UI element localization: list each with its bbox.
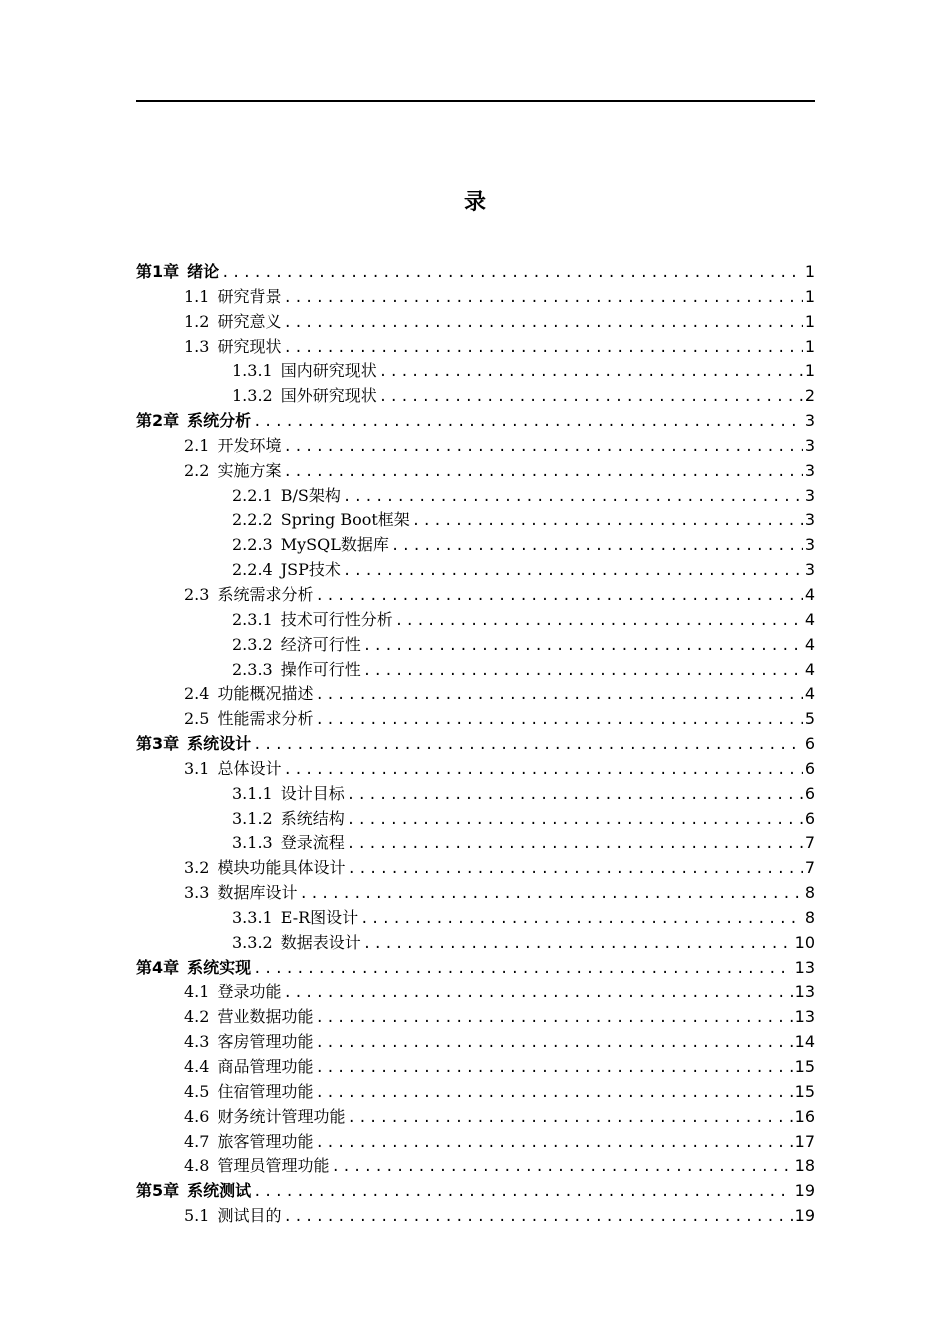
toc-page-number: 19 (794, 1206, 815, 1226)
toc-section-entry[interactable] (136, 1055, 815, 1080)
toc-entry-number: 2.1 (184, 435, 210, 455)
toc-page-number: 6 (804, 808, 815, 828)
toc-section-entry[interactable] (136, 335, 815, 360)
toc-section-entry[interactable] (136, 310, 815, 335)
toc-section-entry[interactable] (136, 1204, 815, 1229)
toc-page-number: 3 (804, 460, 815, 480)
toc-entry-label: 数据表设计 (280, 932, 361, 952)
toc-dot-leader (253, 410, 803, 435)
toc-page-number: 15 (794, 1057, 815, 1076)
toc-page-number: 4 (804, 659, 815, 679)
toc-dot-leader (283, 460, 802, 485)
toc-entry-number: 2.2 (184, 460, 210, 480)
toc-entry-number: 1.3 (184, 336, 210, 356)
toc-entry-number: 2.3 (184, 584, 210, 604)
toc-subsection-entry[interactable] (136, 906, 815, 931)
toc-subsection-entry[interactable] (136, 608, 815, 633)
toc-section-entry[interactable] (136, 1030, 815, 1055)
toc-entry-number: 5.1 (184, 1206, 210, 1226)
toc-page-number: 18 (794, 1156, 815, 1176)
toc-entry-number: 4.6 (184, 1106, 210, 1126)
toc-page-number: 6 (804, 783, 815, 803)
toc-entry-label: E-R图设计 (280, 907, 359, 927)
toc-entry-label: 商品管理功能 (217, 1057, 314, 1076)
toc-page-number: 1 (804, 361, 815, 381)
toc-page-number: 10 (794, 932, 815, 952)
toc-page-number: 4 (804, 634, 815, 654)
toc-entry-label: 财务统计管理功能 (217, 1106, 346, 1126)
toc-entry-label: 国内研究现状 (280, 361, 377, 381)
toc-entry-number: 第2章 (136, 411, 180, 431)
toc-entry-number: 4.3 (184, 1032, 210, 1052)
toc-section-entry[interactable] (136, 459, 815, 484)
toc-entry-label: 研究现状 (217, 336, 282, 356)
toc-dot-leader (343, 559, 803, 584)
toc-entry-label: 数据库设计 (217, 883, 298, 903)
toc-subsection-entry[interactable] (136, 782, 815, 807)
toc-entry-number: 2.3.3 (232, 659, 273, 679)
toc-section-entry[interactable] (136, 856, 815, 881)
toc-entry-label: 系统实现 (187, 957, 252, 977)
toc-section-entry[interactable] (136, 583, 815, 608)
header-rule (136, 100, 815, 102)
toc-entry-number: 1.3.2 (232, 386, 273, 406)
toc-entry-number: 3.1.1 (232, 783, 273, 803)
toc-page-number: 1 (804, 286, 815, 306)
toc-page-number: 7 (804, 858, 815, 878)
toc-entry-number: 3.3.1 (232, 907, 273, 927)
toc-page-number: 17 (794, 1131, 815, 1151)
toc-page-number: 13 (794, 957, 815, 977)
toc-dot-leader (379, 385, 803, 410)
toc-entry-number: 4.7 (184, 1131, 210, 1151)
toc-entry-number: 3.3.2 (232, 932, 273, 952)
toc-dot-leader (221, 261, 803, 286)
toc-entry-label: 总体设计 (217, 758, 282, 778)
toc-entry-number: 4.1 (184, 982, 210, 1002)
toc-page-number: 3 (804, 510, 815, 530)
toc-entry-label: 操作可行性 (280, 659, 361, 679)
toc-page-number: 7 (804, 833, 815, 853)
toc-dot-leader (283, 1205, 792, 1230)
toc-entry-number: 2.3.1 (232, 609, 273, 629)
toc-page-number: 4 (804, 584, 815, 604)
toc-entry-number: 3.2 (184, 858, 210, 878)
toc-dot-leader (347, 832, 803, 857)
toc-entry-label: 管理员管理功能 (217, 1156, 330, 1176)
toc-entry-label: 系统需求分析 (217, 584, 314, 604)
toc-page-number: 14 (794, 1032, 815, 1052)
toc-entry-number: 1.2 (184, 311, 210, 331)
toc-page-number: 16 (794, 1106, 815, 1126)
toc-entry-label: 绪论 (187, 262, 220, 281)
toc-entry-number: 3.1.3 (232, 833, 273, 853)
toc-subsection-entry[interactable] (136, 658, 815, 683)
toc-page-number: 2 (804, 386, 815, 406)
toc-entry-number: 3.3 (184, 883, 210, 903)
toc-dot-leader (315, 584, 802, 609)
toc-section-entry[interactable] (136, 1080, 815, 1105)
toc-dot-leader (363, 932, 793, 957)
toc-dot-leader (315, 683, 802, 708)
toc-section-entry[interactable] (136, 1130, 815, 1155)
toc-entry-number: 2.2.4 (232, 560, 273, 580)
toc-entry-label: 功能概况描述 (217, 684, 314, 704)
toc-chapter-entry[interactable] (136, 1179, 815, 1204)
toc-section-entry[interactable] (136, 707, 815, 732)
toc-dot-leader (253, 957, 792, 982)
toc-dot-leader (343, 485, 803, 510)
toc-entry-number: 4.2 (184, 1007, 210, 1027)
toc-section-entry[interactable] (136, 980, 815, 1005)
toc-dot-leader (360, 907, 803, 932)
toc-list (136, 260, 815, 1229)
toc-dot-leader (363, 634, 803, 659)
toc-dot-leader (379, 360, 803, 385)
toc-page-number: 19 (794, 1181, 815, 1201)
toc-subsection-entry[interactable] (136, 558, 815, 583)
toc-entry-number: 第4章 (136, 957, 180, 977)
toc-dot-leader (253, 733, 803, 758)
toc-subsection-entry[interactable] (136, 359, 815, 384)
toc-dot-leader (391, 534, 803, 559)
toc-entry-label: 系统设计 (187, 734, 252, 754)
toc-dot-leader (363, 659, 803, 684)
toc-entry-label: 住宿管理功能 (217, 1081, 314, 1101)
toc-entry-number: 2.4 (184, 684, 210, 704)
toc-entry-number: 3.1.2 (232, 808, 273, 828)
toc-page-number: 8 (804, 907, 815, 927)
toc-entry-label: 研究背景 (217, 286, 282, 306)
toc-section-entry[interactable] (136, 682, 815, 707)
toc-entry-label: 技术可行性分析 (280, 609, 393, 629)
toc-page-number: 3 (804, 485, 815, 505)
toc-entry-label: 旅客管理功能 (217, 1131, 314, 1151)
toc-dot-leader (315, 1031, 792, 1056)
toc-dot-leader (331, 1155, 792, 1180)
toc-page-number: 13 (794, 1007, 815, 1027)
toc-dot-leader (315, 1081, 792, 1106)
toc-entry-label: 登录功能 (217, 982, 282, 1002)
toc-dot-leader (299, 882, 802, 907)
toc-entry-label: 营业数据功能 (217, 1007, 314, 1027)
toc-chapter-entry[interactable] (136, 260, 815, 285)
toc-page-number: 1 (804, 311, 815, 331)
toc-subsection-entry[interactable] (136, 508, 815, 533)
toc-title: 录 (463, 190, 486, 215)
toc-dot-leader (283, 336, 802, 361)
toc-entry-label: Spring Boot框架 (280, 510, 410, 530)
toc-chapter-entry[interactable] (136, 732, 815, 757)
toc-section-entry[interactable] (136, 881, 815, 906)
toc-entry-label: 系统分析 (187, 411, 252, 431)
toc-entry-label: 性能需求分析 (217, 709, 314, 729)
toc-entry-number: 2.5 (184, 709, 210, 729)
toc-section-entry[interactable] (136, 285, 815, 310)
toc-section-entry[interactable] (136, 1005, 815, 1030)
toc-subsection-entry[interactable] (136, 533, 815, 558)
toc-entry-label: 测试目的 (217, 1206, 282, 1226)
toc-dot-leader (283, 758, 802, 783)
toc-entry-label: 国外研究现状 (280, 386, 377, 406)
toc-entry-number: 第1章 (136, 262, 180, 281)
toc-page-number: 6 (804, 758, 815, 778)
toc-entry-label: 模块功能具体设计 (217, 858, 346, 878)
toc-entry-number: 2.2.1 (232, 485, 273, 505)
toc-page-number: 13 (794, 982, 815, 1002)
toc-dot-leader (347, 1106, 792, 1131)
toc-dot-leader (253, 1180, 792, 1205)
toc-dot-leader (412, 509, 803, 534)
toc-entry-number: 1.3.1 (232, 361, 273, 381)
toc-page-number: 1 (804, 336, 815, 356)
toc-section-entry[interactable] (136, 434, 815, 459)
toc-page-number: 3 (804, 560, 815, 580)
toc-section-entry[interactable] (136, 1105, 815, 1130)
toc-entry-label: 客房管理功能 (217, 1032, 314, 1052)
toc-page-number: 1 (804, 262, 815, 281)
toc-subsection-entry[interactable] (136, 633, 815, 658)
toc-section-entry[interactable] (136, 1154, 815, 1179)
toc-entry-number: 4.4 (184, 1057, 210, 1076)
toc-entry-label: 设计目标 (280, 783, 345, 803)
toc-page-number: 15 (794, 1081, 815, 1101)
toc-entry-label: B/S架构 (280, 485, 341, 505)
toc-subsection-entry[interactable] (136, 384, 815, 409)
toc-entry-number: 4.8 (184, 1156, 210, 1176)
toc-subsection-entry[interactable] (136, 831, 815, 856)
toc-page-number: 3 (804, 435, 815, 455)
toc-dot-leader (283, 286, 802, 311)
toc-entry-number: 2.2.2 (232, 510, 273, 530)
toc-page-number: 6 (804, 734, 815, 754)
toc-page-number: 4 (804, 609, 815, 629)
toc-entry-label: 系统结构 (280, 808, 345, 828)
toc-subsection-entry[interactable] (136, 484, 815, 509)
toc-entry-label: 登录流程 (280, 833, 345, 853)
toc-entry-label: MySQL数据库 (280, 535, 389, 555)
toc-page-number: 4 (804, 684, 815, 704)
toc-dot-leader (395, 609, 803, 634)
toc-entry-number: 3.1 (184, 758, 210, 778)
toc-entry-number: 2.3.2 (232, 634, 273, 654)
toc-dot-leader (283, 981, 792, 1006)
toc-entry-number: 4.5 (184, 1081, 210, 1101)
toc-chapter-entry[interactable] (136, 409, 815, 434)
toc-dot-leader (283, 435, 802, 460)
toc-entry-label: 研究意义 (217, 311, 282, 331)
toc-entry-number: 1.1 (184, 286, 210, 306)
toc-page-number: 3 (804, 535, 815, 555)
toc-dot-leader (347, 857, 802, 882)
toc-entry-label: 经济可行性 (280, 634, 361, 654)
toc-entry-label: 开发环境 (217, 435, 282, 455)
toc-chapter-entry[interactable] (136, 956, 815, 981)
toc-entry-label: 系统测试 (187, 1181, 252, 1201)
toc-dot-leader (283, 311, 802, 336)
toc-page-number: 5 (804, 709, 815, 729)
toc-entry-number: 第3章 (136, 734, 180, 754)
toc-page-number: 8 (804, 883, 815, 903)
toc-dot-leader (315, 1056, 792, 1081)
toc-entry-number: 2.2.3 (232, 535, 273, 555)
toc-dot-leader (347, 783, 803, 808)
toc-entry-label: JSP技术 (280, 560, 341, 580)
toc-section-entry[interactable] (136, 757, 815, 782)
toc-entry-number: 第5章 (136, 1181, 180, 1201)
toc-dot-leader (315, 1131, 792, 1156)
toc-page-number: 3 (804, 411, 815, 431)
toc-dot-leader (315, 708, 802, 733)
toc-dot-leader (315, 1006, 792, 1031)
toc-subsection-entry[interactable] (136, 931, 815, 956)
toc-subsection-entry[interactable] (136, 807, 815, 832)
toc-dot-leader (347, 808, 803, 833)
toc-entry-label: 实施方案 (217, 460, 282, 480)
